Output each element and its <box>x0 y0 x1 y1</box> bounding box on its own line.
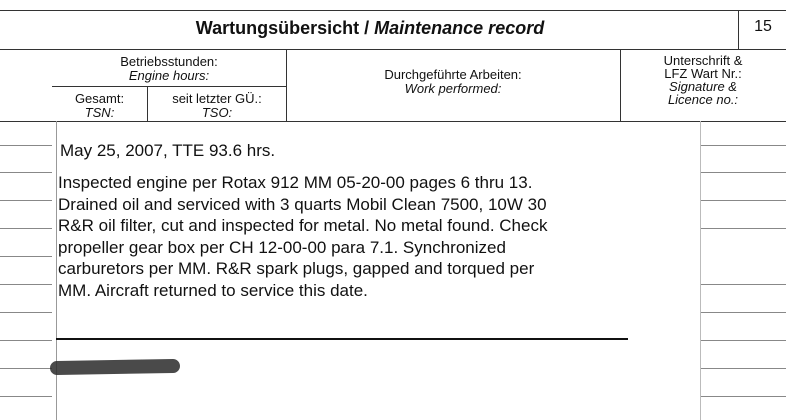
row-rule <box>700 200 786 201</box>
entry-line: MM. Aircraft returned to service this date. <box>58 280 368 300</box>
hours-subheader-rule <box>52 86 286 87</box>
form-title <box>0 18 740 39</box>
signature-label-de-2: LFZ Wart Nr.: <box>664 66 742 81</box>
entry-line: propeller gear box per CH 12-00-00 para 7.1. Synchronized <box>58 237 506 257</box>
engine-hours-label-de: Betriebsstunden: <box>120 54 218 69</box>
row-rule <box>700 340 786 341</box>
entry-line: carburetors per MM. R&R spark plugs, gapped and torqued per <box>58 259 535 278</box>
signature-label-de-1: Unterschrift & <box>663 53 743 68</box>
entry-body <box>58 172 698 301</box>
slip-right-edge <box>700 121 701 420</box>
row-rule <box>0 256 52 257</box>
row-rule <box>0 368 52 369</box>
row-rule <box>700 396 786 397</box>
work-label-en: Work performed: <box>404 81 502 96</box>
row-rule <box>700 145 786 146</box>
row-rule <box>700 284 786 285</box>
row-rule <box>0 312 52 313</box>
row-rule <box>0 396 52 397</box>
tsn-header <box>52 92 147 120</box>
entry-date-line: May 25, 2007, TTE 93.6 hrs. <box>60 141 276 160</box>
tsn-label-en: TSN: <box>84 105 115 120</box>
work-label-de: Durchgeführte Arbeiten: <box>384 67 522 82</box>
redacted-signature <box>50 359 180 375</box>
signature-label-en-2: Licence no.: <box>667 92 739 107</box>
row-rule <box>700 228 786 229</box>
row-rule <box>0 200 52 201</box>
row-rule <box>0 340 52 341</box>
work-performed-header <box>286 68 620 96</box>
row-rule <box>0 172 52 173</box>
row-rule <box>700 172 786 173</box>
tsn-label-de: Gesamt: <box>74 91 125 106</box>
entry-line: R&R oil filter, cut and inspected for metal. No metal found. Check <box>58 216 548 235</box>
top-border <box>0 10 786 11</box>
title-english: Maintenance record <box>374 18 545 38</box>
entry-line: Drained oil and serviced with 3 quarts Mobil Clean 7500, 10W 30 <box>58 194 547 214</box>
row-rule <box>700 368 786 369</box>
title-bottom-rule <box>0 49 786 50</box>
tso-label-en: TSO: <box>201 105 233 120</box>
tso-header <box>148 92 286 120</box>
signature-label-en-1: Signature & <box>669 79 737 94</box>
slip-left-edge <box>56 121 57 420</box>
title-german: Wartungsübersicht / <box>195 18 370 38</box>
page-number: 15 <box>754 18 772 35</box>
tso-label-de: seit letzter GÜ.: <box>172 91 262 106</box>
row-rule <box>700 312 786 313</box>
row-rule <box>0 284 52 285</box>
engine-hours-header <box>52 55 286 83</box>
signature-header <box>620 54 786 106</box>
engine-hours-label-en: Engine hours: <box>128 68 210 83</box>
entry-line: Inspected engine per Rotax 912 MM 05-20-00 pages 6 thru 13. <box>58 173 533 192</box>
signature-line <box>56 338 628 340</box>
header-bottom-rule <box>0 121 786 122</box>
row-rule <box>0 228 52 229</box>
row-rule <box>0 145 52 146</box>
